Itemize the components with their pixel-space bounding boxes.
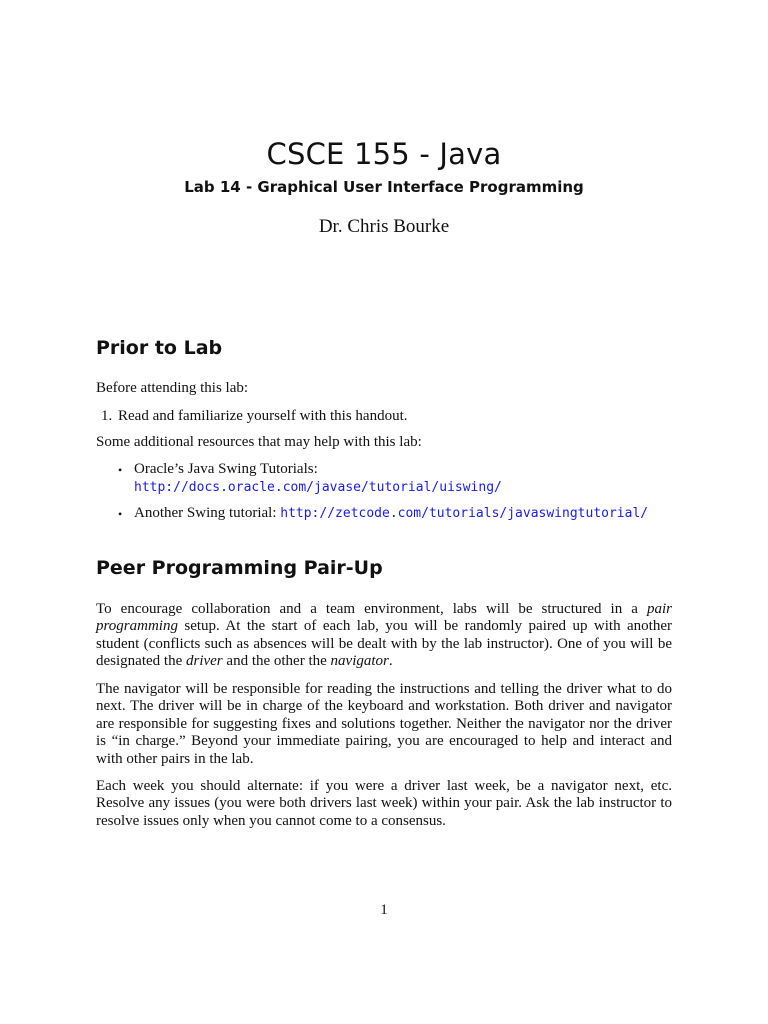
enumerated-item-number: 1. xyxy=(101,408,113,424)
document-subtitle: Lab 14 - Graphical User Interface Programming xyxy=(184,178,584,196)
resource-link[interactable]: http://docs.oracle.com/javase/tutorial/uiswing/ xyxy=(134,480,502,495)
bullet-icon: • xyxy=(118,507,123,521)
section-heading-prior-to-lab: Prior to Lab xyxy=(96,337,223,359)
resource-label: Another Swing tutorial: xyxy=(134,505,281,521)
paragraph-pair-programming: To encourage collaboration and a team environment, labs will be structured in a pair programming setup. At the start of each lab, you will be randomly paired up with another student (conflicts such as absences will be dealt with by the lab instructor). One of you will be designated the driver and the other the navigator. xyxy=(96,601,672,670)
paragraph-alternate-roles: Each week you should alternate: if you were a driver last week, be a navigator next, etc. Resolve any issues (you were both drivers last week) within your pair. Ask the lab instructor to resolve issues only when you cannot come to a consensus. xyxy=(96,778,672,829)
resource-link[interactable]: http://zetcode.com/tutorials/javaswingtutorial/ xyxy=(280,506,649,521)
page-number: 1 xyxy=(380,902,388,918)
section-heading-peer-programming: Peer Programming Pair-Up xyxy=(96,557,383,579)
document-title: CSCE 155 - Java xyxy=(266,137,502,171)
document-author: Dr. Chris Bourke xyxy=(318,216,450,237)
resource-label: Oracle’s Java Swing Tutorials: xyxy=(134,461,318,477)
document-page xyxy=(96,0,672,1024)
paragraph-navigator-driver: The navigator will be responsible for reading the instructions and telling the driver what to do next. The driver will be in charge of the keyboard and workstation. Both driver and navigator are responsible for suggesting fixes and solutions together. Neither the navigator nor the driver is “in charge.” Beyond your immediate pairing, you are encouraged to help and interact and with other pairs in the lab. xyxy=(96,681,672,767)
resources-intro: Some additional resources that may help with this lab: xyxy=(96,434,422,450)
enumerated-item-text: Read and familiarize yourself with this handout. xyxy=(118,408,408,424)
prior-intro: Before attending this lab: xyxy=(96,380,249,396)
bullet-icon: • xyxy=(118,463,123,477)
